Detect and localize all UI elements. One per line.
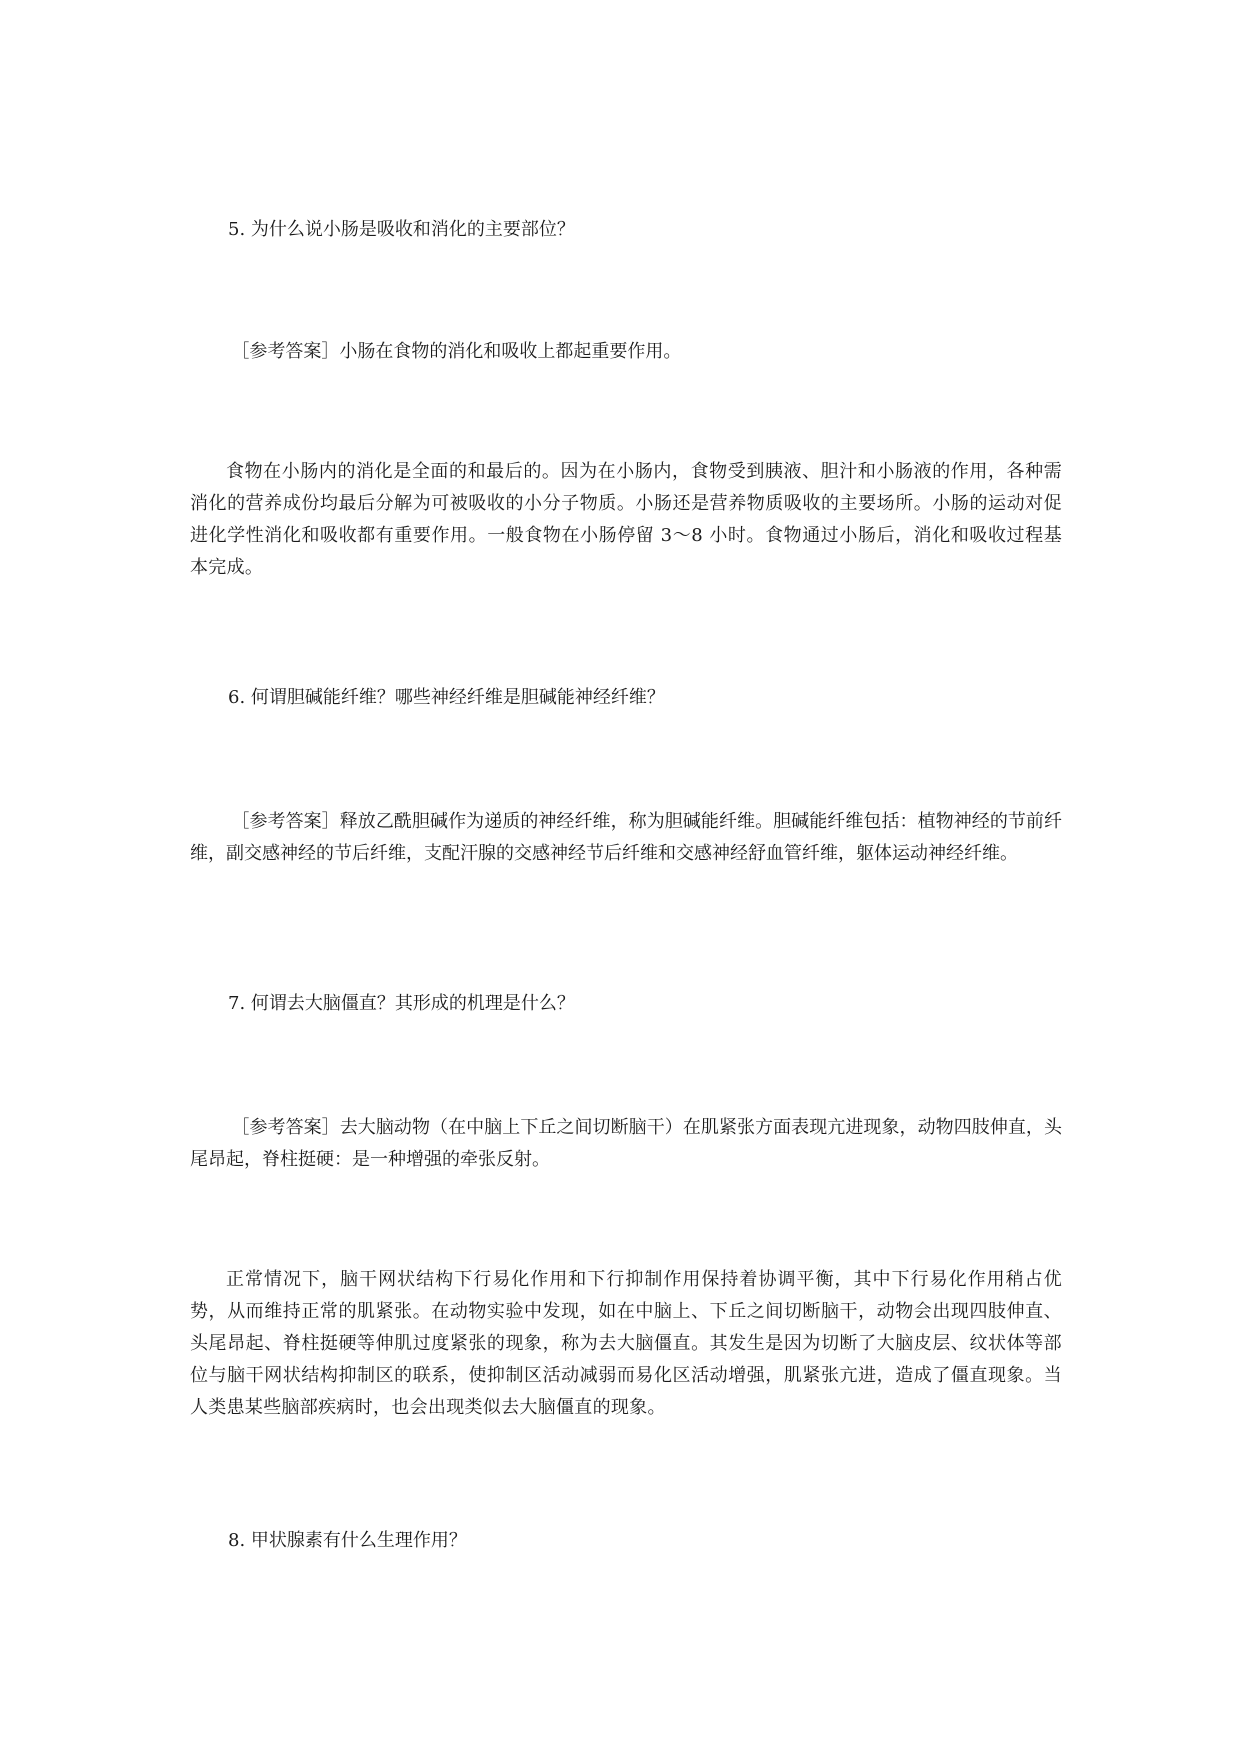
answer-6: ［参考答案］释放乙酰胆碱作为递质的神经纤维，称为胆碱能纤维。胆碱能纤维包括：植物神经的节前纤维，副交感神经的节后纤维，支配汗腺的交感神经节后纤维和交感神经舒血管纤维，躯体运动神经纤维。 <box>190 811 1062 864</box>
question-8: 8. 甲状腺素有什么生理作用？ <box>228 1530 467 1551</box>
question-7: 7. 何谓去大脑僵直？其形成的机理是什么？ <box>228 993 575 1014</box>
question-5: 5. 为什么说小肠是吸收和消化的主要部位？ <box>228 219 575 240</box>
answer-7-paragraph: 正常情况下，脑干网状结构下行易化作用和下行抑制作用保持着协调平衡，其中下行易化作用稍占优势，从而维持正常的肌紧张。在动物实验中发现，如在中脑上、下丘之间切断脑干，动物会出现四肢伸直、头尾昂起、脊柱挺硬等伸肌过度紧张的现象，称为去大脑僵直。其发生是因为切断了大脑皮层、纹状体等部位与脑干网状结构抑制区的联系，使抑制区活动减弱而易化区活动增强，肌紧张亢进，造成了僵直现象。当人类患某些脑部疾病时，也会出现类似去大脑僵直的现象。 <box>190 1269 1062 1418</box>
answer-5-lead: ［参考答案］小肠在食物的消化和吸收上都起重要作用。 <box>231 341 682 362</box>
answer-5-paragraph: 食物在小肠内的消化是全面的和最后的。因为在小肠内，食物受到胰液、胆汁和小肠液的作用，各种需消化的营养成份均最后分解为可被吸收的小分子物质。小肠还是营养物质吸收的主要场所。小肠的运动对促进化学性消化和吸收都有重要作用。一般食物在小肠停留 3～8 小时。食物通过小肠后，消化和吸收过程基本完成。 <box>190 461 1062 578</box>
answer-7-lead: ［参考答案］去大脑动物（在中脑上下丘之间切断脑干）在肌紧张方面表现亢进现象，动物四肢伸直，头尾昂起，脊柱挺硬：是一种增强的牵张反射。 <box>190 1117 1062 1170</box>
question-6: 6. 何谓胆碱能纤维？哪些神经纤维是胆碱能神经纤维？ <box>228 687 665 708</box>
